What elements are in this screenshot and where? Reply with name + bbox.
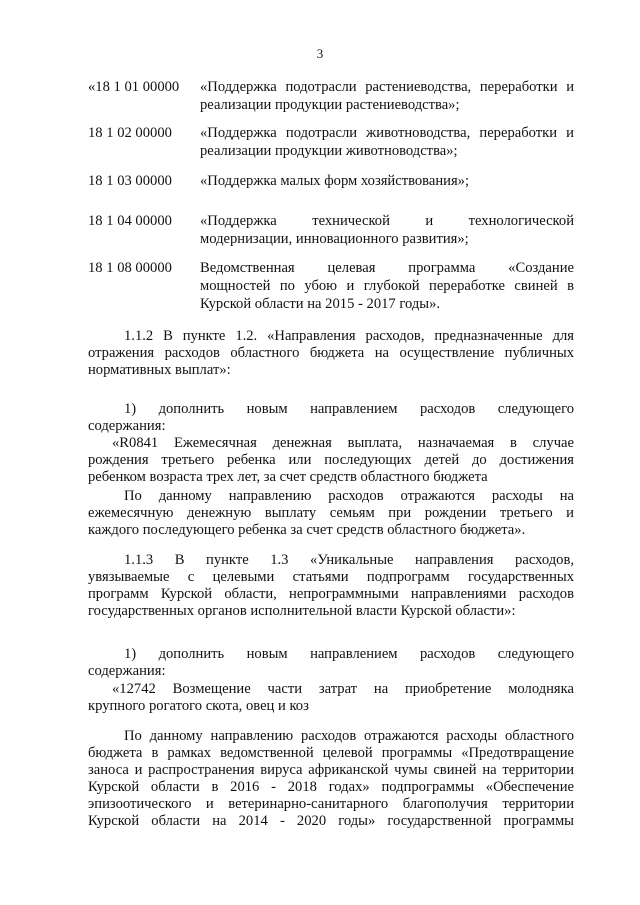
code-number: 18 1 02 00000 xyxy=(88,125,172,141)
page-number: 3 xyxy=(316,46,324,61)
text-line: Курской области на 2015 - 2017 годы». xyxy=(200,296,441,312)
code-number: 18 1 04 00000 xyxy=(88,213,172,229)
text-line: 1.1.2 В пункте 1.2. «Направления расходов, предназначенные для xyxy=(124,328,574,344)
code-description xyxy=(200,259,574,313)
text-line: государственных органов исполнительной власти Курской области»: xyxy=(88,603,516,619)
text-line: содержания: xyxy=(88,663,166,679)
text-line: «Поддержка малых форм хозяйствования»; xyxy=(200,173,470,189)
code-list xyxy=(88,78,574,313)
paragraph-r0841-expenses xyxy=(88,488,574,539)
code-row xyxy=(88,124,574,160)
paragraph-12742 xyxy=(88,681,574,715)
text-line: Ведомственная целевая программа «Создание xyxy=(200,260,574,276)
text-line: мощностей по убою и глубокой переработке свиней в xyxy=(200,278,574,294)
text-line: «12742 Возмещение части затрат на приобретение молодняка xyxy=(112,681,574,697)
code-description xyxy=(200,212,574,248)
text-line: «Поддержка подотрасли растениеводства, переработки и xyxy=(200,79,574,95)
text-line: «R0841 Ежемесячная денежная выплата, назначаемая в случае xyxy=(112,435,574,451)
text-line: увязываемые с целевыми статьями подпрограмм государственных xyxy=(88,569,574,585)
text-line: Курской области на 2014 - 2020 годы» государственной программы xyxy=(88,813,574,829)
paragraph-r0841 xyxy=(88,435,574,486)
text-line: «Поддержка подотрасли животноводства, переработки и xyxy=(200,125,574,141)
text-line: рождения третьего ребенка или последующих детей до достижения xyxy=(88,452,574,468)
text-line: ребенком возраста трех лет, за счет средств областного бюджета xyxy=(88,469,488,485)
text-line: 1.1.3 В пункте 1.3 «Уникальные направления расходов, xyxy=(124,552,574,568)
paragraph-add-direction-2 xyxy=(88,646,574,680)
code-row xyxy=(88,78,574,114)
code-number: 18 1 08 00000 xyxy=(88,260,172,276)
text-line: «Поддержка технической и технологической xyxy=(200,213,574,229)
code-row xyxy=(88,172,574,190)
text-line: Курской области в 2016 - 2018 годах» подпрограммы «Обеспечение xyxy=(88,779,574,795)
text-line: бюджета в рамках ведомственной целевой программы «Предотвращение xyxy=(88,745,574,761)
code-row xyxy=(88,259,574,313)
paragraph-1-1-3 xyxy=(88,552,574,620)
text-line: реализации продукции животноводства»; xyxy=(200,143,458,159)
paragraph-1-1-2 xyxy=(88,328,574,379)
text-line: 1) дополнить новым направлением расходов следующего xyxy=(124,646,574,662)
code-description xyxy=(200,172,574,190)
text-line: нормативных выплат»: xyxy=(88,362,231,378)
text-line: По данному направлению расходов отражаются расходы на xyxy=(124,488,574,504)
text-line: заноса и распространения вируса африканской чумы свиней на территории xyxy=(88,762,574,778)
text-line: крупного рогатого скота, овец и коз xyxy=(88,698,309,714)
text-line: реализации продукции растениеводства»; xyxy=(200,97,460,113)
text-line: По данному направлению расходов отражаются расходы областного xyxy=(124,728,574,744)
code-description xyxy=(200,78,574,114)
paragraph-add-direction-1 xyxy=(88,401,574,435)
text-line: эпизоотического и ветеринарно-санитарного благополучия территории xyxy=(88,796,574,812)
code-number: «18 1 01 00000 xyxy=(88,79,180,95)
code-description xyxy=(200,124,574,160)
text-line: ежемесячную денежную выплату семьям при рождении третьего и xyxy=(88,505,574,521)
text-line: содержания: xyxy=(88,418,166,434)
text-line: программ Курской области, непрограммными направлениями расходов xyxy=(88,586,574,602)
code-row xyxy=(88,212,574,248)
text-line: модернизации, инновационного развития»; xyxy=(200,231,469,247)
text-line: каждого последующего ребенка за счет средств областного бюджета». xyxy=(88,522,526,538)
code-number: 18 1 03 00000 xyxy=(88,173,172,189)
text-line: 1) дополнить новым направлением расходов следующего xyxy=(124,401,574,417)
paragraph-12742-expenses xyxy=(88,728,574,830)
text-line: отражения расходов областного бюджета на осуществление публичных xyxy=(88,345,574,361)
